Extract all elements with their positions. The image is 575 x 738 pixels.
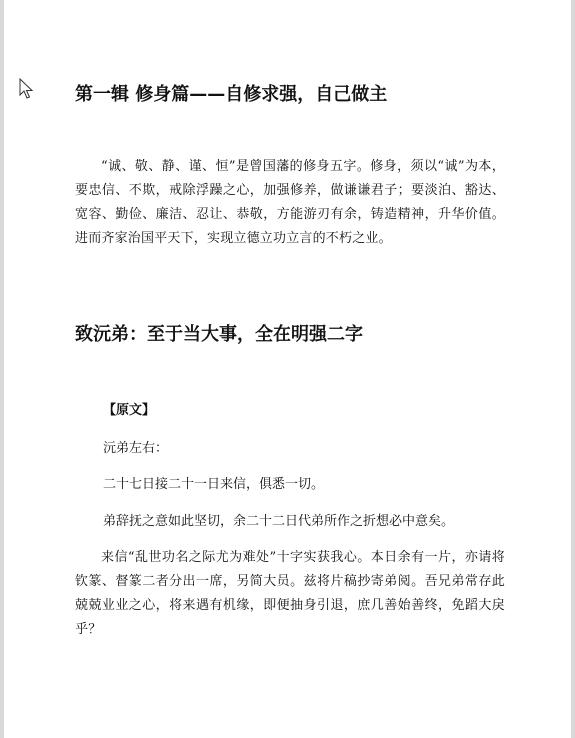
mouse-pointer-icon — [19, 78, 33, 100]
letter-line-resignation: 弟辞抚之意如此坚切，余二十二日代弟所作之折想必中意矣。 — [103, 514, 455, 529]
window-left-border — [0, 0, 4, 738]
letter-line-received: 二十七日接二十一日来信，俱悉一切。 — [103, 477, 325, 492]
original-text-label: 【原文】 — [103, 403, 156, 418]
intro-paragraph: “诚、敬、静、谨、恒”是曾国藩的修身五字。修身，须以“诚”为本，要忠信、不欺，戒除浮躁之心，加强修养，做谦谦君子；要淡泊、豁达、宽容、勤俭、廉洁、忍让、恭敬，方能游刃有余，铸造精神，升华价值。进而齐家治国平天下，实现立德立功立言的不朽之业。 — [75, 159, 505, 246]
window-right-border — [571, 0, 575, 738]
section-title-self-cultivation: 第一辑 修身篇——自修求强，自己做主 — [75, 84, 388, 105]
letter-title: 致沅弟：至于当大事，全在明强二字 — [75, 324, 363, 345]
letter-greeting: 沅弟左右： — [103, 441, 169, 456]
letter-paragraph: 来信“乱世功名之际尤为难处”十字实获我心。本日余有一片，亦请将钦篆、督篆二者分出一席，另简大员。兹将片稿抄寄弟阅。吾兄弟常存此兢兢业业之心，将来遇有机缘，即便抽身引退，庶几善始善终，免蹈大戾乎？ — [75, 550, 505, 637]
